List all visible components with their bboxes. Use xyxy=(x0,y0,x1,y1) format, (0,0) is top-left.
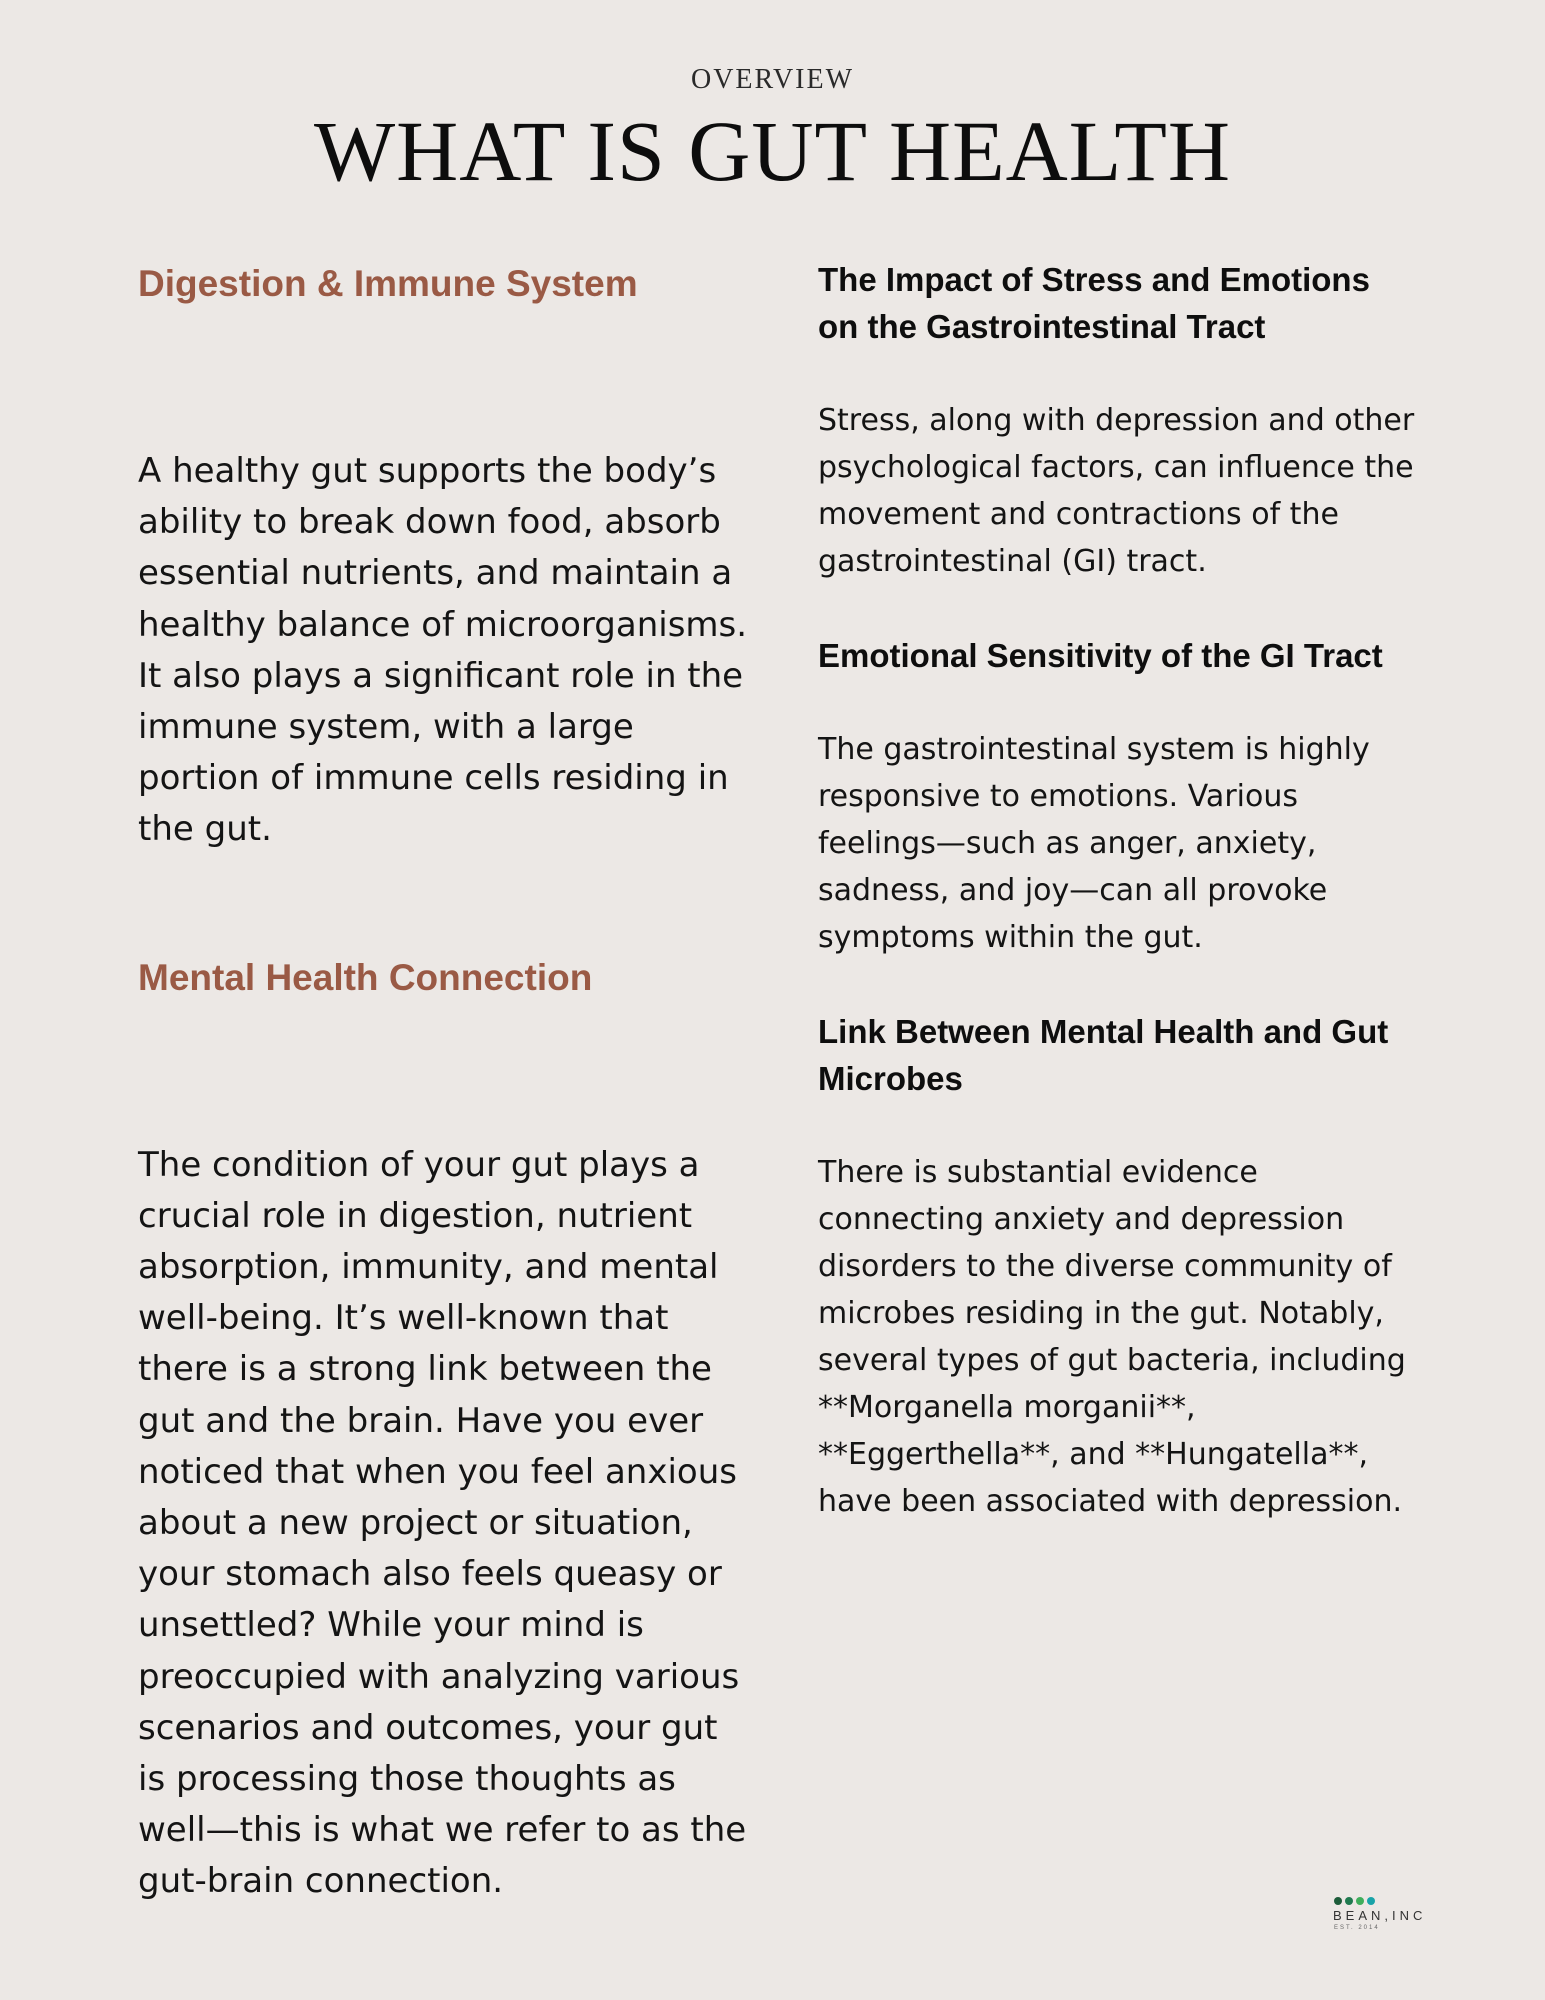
digestion-immune-text: A healthy gut supports the body’s ability to break down food, absorb essential nutrients, and maintain a healthy balance of microorganisms. It also plays a significant role in the immune system, with a large portion of immune cells residing in the gut. xyxy=(138,451,748,850)
gut-microbes-text: There is substantial evidence connecting anxiety and depression disorders to the diverse community of microbes residing in the gut. Notably, several types of gut bacteria, including **Morganella morganii**, **Eggerthella**, and **Hungatella**, have been associated with depression. xyxy=(818,1155,1406,1519)
logo-dot xyxy=(1356,1897,1364,1905)
page-title: WHAT IS GUT HEALTH xyxy=(313,103,1231,199)
logo-dot xyxy=(1334,1897,1342,1905)
bean-inc-logo xyxy=(1330,1897,1450,1931)
overview-eyebrow: OVERVIEW xyxy=(690,64,855,95)
left-column xyxy=(138,256,748,1908)
emotional-sensitivity-text: The gastrointestinal system is highly responsive to emotions. Various feelings—such as anger, anxiety, sadness, and joy—can all provoke symptoms within the gut. xyxy=(818,732,1370,955)
logo-dot xyxy=(1367,1897,1375,1905)
mental-health-text: The condition of your gut plays a crucial role in digestion, nutrient absorption, immunity, and mental well-being. It’s well-known that there is a strong link between the gut and the brain. Have you ever noticed that when you feel anxious about a new project or situation, your stomach also feels queasy or unsettled? While your mind is preoccupied with analyzing various scenarios and outcomes, your gut is processing those thoughts as well—this is what we refer to as the gut-brain connection. xyxy=(138,1144,747,1902)
logo-dots-icon xyxy=(1334,1897,1450,1905)
digestion-immune-heading: Digestion & Immune System xyxy=(138,263,638,304)
logo-name: BEAN,INC xyxy=(1333,1908,1427,1923)
emotional-sensitivity-heading: Emotional Sensitivity of the GI Tract xyxy=(818,637,1383,674)
logo-dot xyxy=(1345,1897,1353,1905)
stress-impact-heading: The Impact of Stress and Emotions on the Gastrointestinal Tract xyxy=(818,261,1370,345)
stress-impact-text: Stress, along with depression and other psychological factors, can influence the movement and contractions of the gastrointestinal (GI) tract. xyxy=(818,403,1415,579)
logo-est: EST. 2014 xyxy=(1334,1925,1380,1931)
gut-microbes-heading: Link Between Mental Health and Gut Microbes xyxy=(818,1013,1389,1097)
right-column xyxy=(818,256,1418,1525)
mental-health-heading: Mental Health Connection xyxy=(138,956,593,998)
